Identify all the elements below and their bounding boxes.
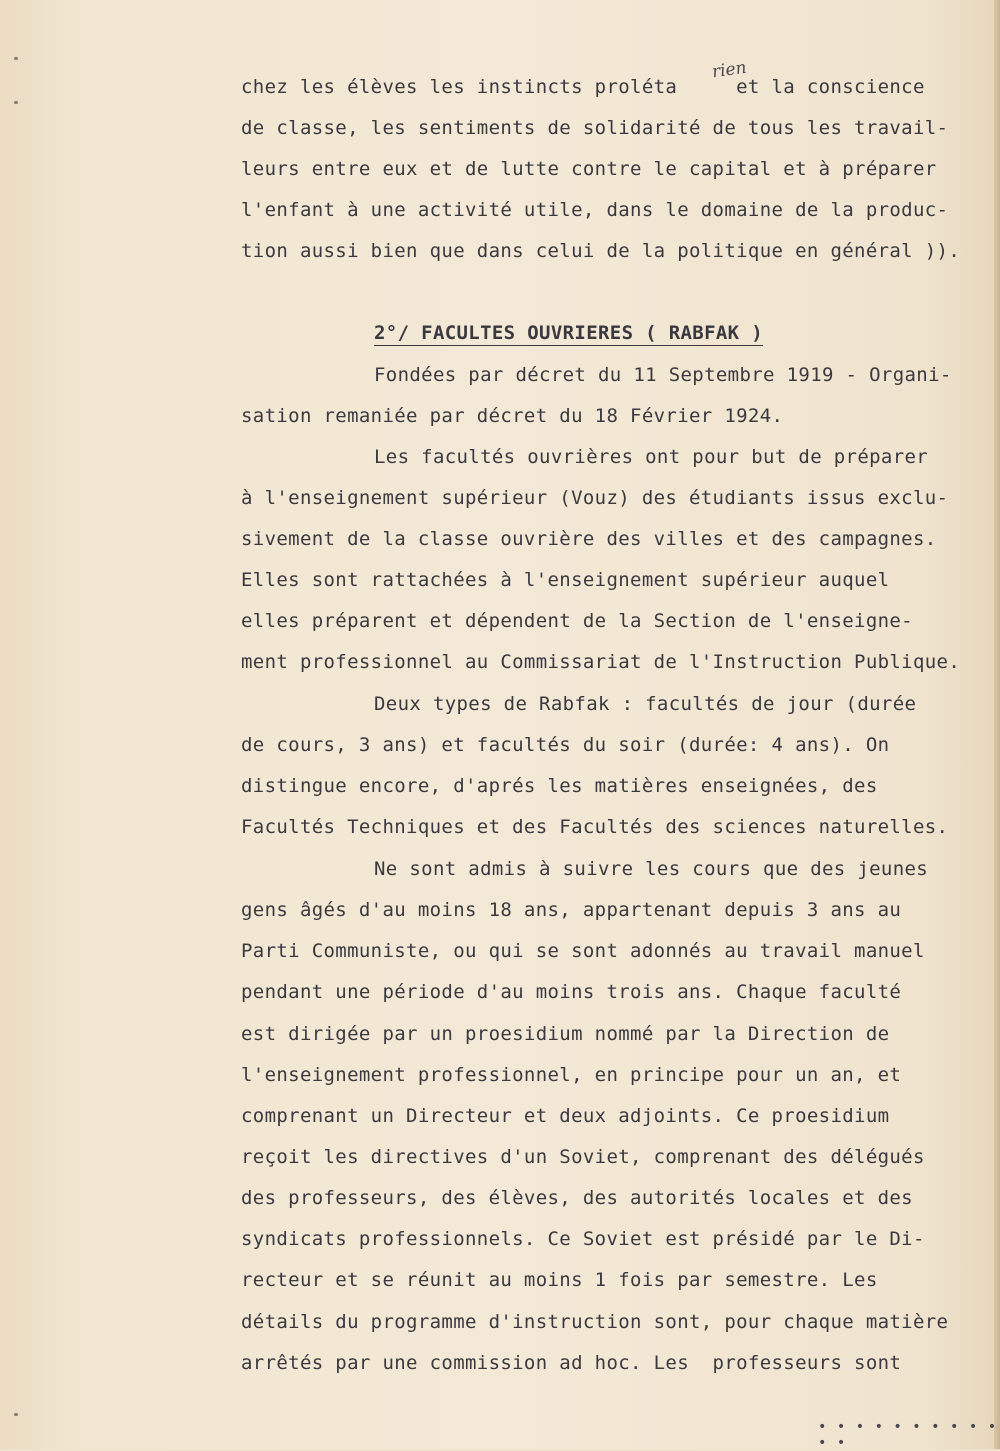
text-line: leurs entre eux et de lutte contre le capital et à préparer xyxy=(241,158,937,180)
text-line: l'enfant à une activité utile, dans le domaine de la produc- xyxy=(241,199,949,221)
text-line: sation remaniée par décret du 18 Février 1924. xyxy=(241,405,784,427)
footer-dots: • • • • • • • • • • • • xyxy=(818,1419,998,1451)
binding-hole xyxy=(14,101,18,104)
text-line: Ne sont admis à suivre les cours que des jeunes xyxy=(374,858,929,880)
text-line: recteur et se réunit au moins 1 fois par semestre. Les xyxy=(241,1269,878,1291)
text-line: de classe, les sentiments de solidarité de tous les travail- xyxy=(241,117,949,139)
text-line: détails du programme d'instruction sont, pour chaque matière xyxy=(241,1311,949,1333)
text-line: des professeurs, des élèves, des autorités locales et des xyxy=(241,1187,913,1209)
text-line: pendant une période d'au moins trois ans. Chaque faculté xyxy=(241,981,902,1003)
text-line: ment professionnel au Commissariat de l'Instruction Publique. xyxy=(241,651,961,673)
text-line: Deux types de Rabfak : facultés de jour (durée xyxy=(374,693,917,715)
binding-hole xyxy=(14,1413,18,1416)
text-line: à l'enseignement supérieur (Vouz) des étudiants issus exclu- xyxy=(241,487,949,509)
text-line: de cours, 3 ans) et facultés du soir (durée: 4 ans). On xyxy=(241,734,890,756)
text-line: est dirigée par un proesidium nommé par la Direction de xyxy=(241,1023,890,1045)
text-line: reçoit les directives d'un Soviet, comprenant des délégués xyxy=(241,1146,925,1168)
text-line: gens âgés d'au moins 18 ans, appartenant depuis 3 ans au xyxy=(241,899,902,921)
binding-hole xyxy=(14,57,18,60)
text-line: syndicats professionnels. Ce Soviet est présidé par le Di- xyxy=(241,1228,925,1250)
text-line: Les facultés ouvrières ont pour but de préparer xyxy=(374,446,929,468)
handwritten-annotation: rien xyxy=(710,57,748,83)
text-line: Facultés Techniques et des Facultés des sciences naturelles. xyxy=(241,816,949,838)
text-line: Fondées par décret du 11 Septembre 1919 - Organi- xyxy=(374,364,952,386)
paper-edge xyxy=(994,0,1000,1449)
text-line: arrêtés par une commission ad hoc. Les professeurs sont xyxy=(241,1352,902,1374)
text-line: elles préparent et dépendent de la Section de l'enseigne- xyxy=(241,610,913,632)
text-line: Parti Communiste, ou qui se sont adonnés au travail manuel xyxy=(241,940,925,962)
text-line: sivement de la classe ouvrière des villes et des campagnes. xyxy=(241,528,937,550)
text-line: chez les élèves les instincts proléta et la conscience xyxy=(241,76,925,98)
text-line: tion aussi bien que dans celui de la politique en général )). xyxy=(241,240,961,262)
text-line: l'enseignement professionnel, en principe pour un an, et xyxy=(241,1064,902,1086)
text-line: Elles sont rattachées à l'enseignement supérieur auquel xyxy=(241,569,890,591)
text-line: comprenant un Directeur et deux adjoints. Ce proesidium xyxy=(241,1105,890,1127)
text-line: distingue encore, d'aprés les matières enseignées, des xyxy=(241,775,878,797)
section-heading: 2°/ FACULTES OUVRIERES ( RABFAK ) xyxy=(374,322,764,344)
